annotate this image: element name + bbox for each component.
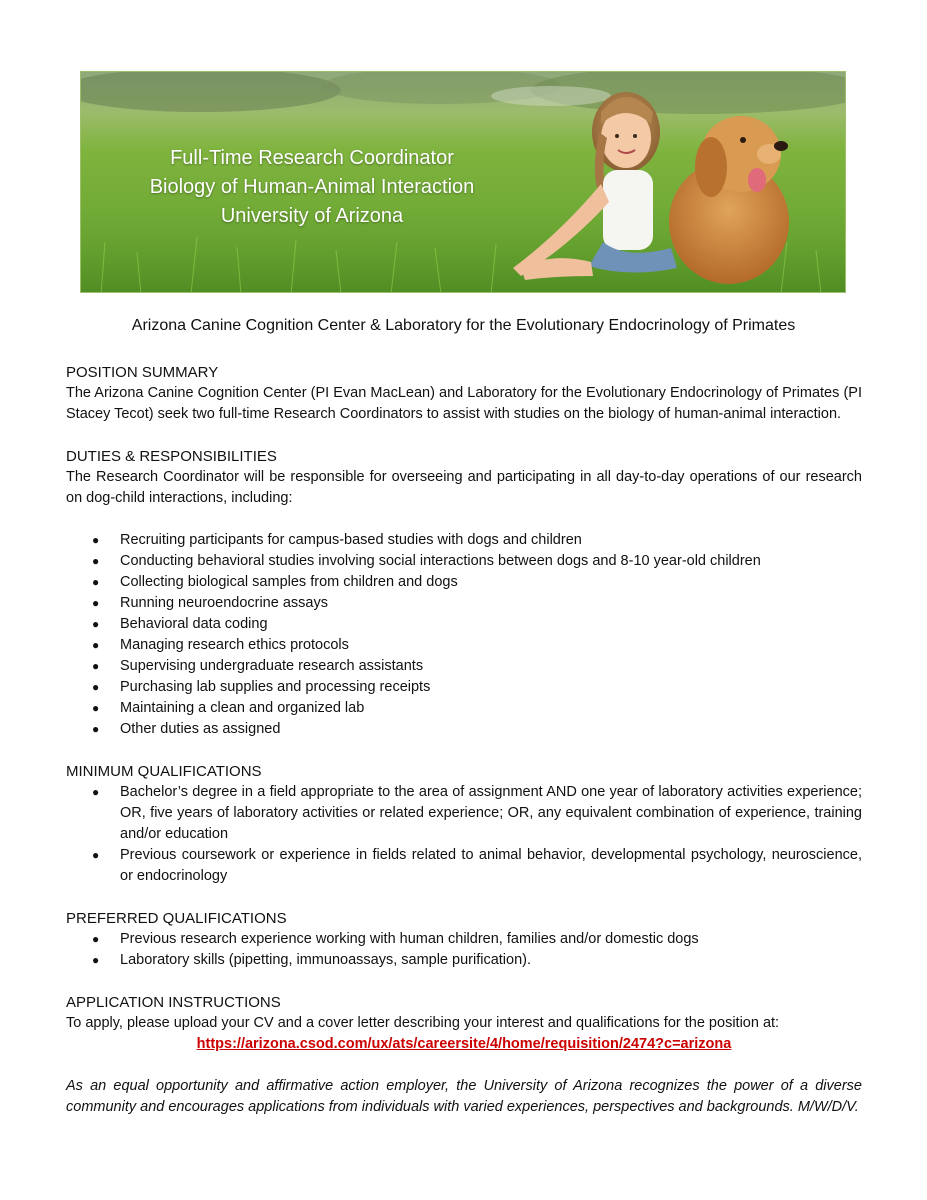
- duties-text: The Research Coordinator will be responsible for overseeing and participating in all day-to-day operations of our research on dog-child interactions, including:: [66, 469, 862, 506]
- list-item: ● Recruiting participants for campus-based studies with dogs and children: [66, 530, 862, 551]
- header-banner: [80, 71, 846, 293]
- equal-opportunity-statement: As an equal opportunity and affirmative action employer, the University of Arizona recognizes the power of a diverse community and encourages applications from individuals with varied experiences, perspectives and backgrounds. M/W/D/V.: [66, 1078, 862, 1115]
- banner-title-line3: University of Arizona: [220, 205, 404, 227]
- bullet-icon: ●: [92, 701, 100, 715]
- list-item: ● Managing research ethics protocols: [66, 635, 862, 656]
- bullet-icon: ●: [92, 848, 100, 862]
- list-item: ● Collecting biological samples from children and dogs: [66, 572, 862, 593]
- list-item: ● Conducting behavioral studies involving social interactions between dogs and 8-10 year-old children: [66, 551, 862, 572]
- banner-title-block: [107, 144, 517, 231]
- position-summary-text: The Arizona Canine Cognition Center (PI Evan MacLean) and Laboratory for the Evolutionary Endocrinology of Primates (PI Stacey Tecot) seek two full-time Research Coordinators to assist with studies on the biology of human-animal interaction.: [66, 385, 862, 422]
- list-item: ● Behavioral data coding: [66, 614, 862, 635]
- list-item: ● Laboratory skills (pipetting, immunoassays, sample purification).: [66, 950, 862, 971]
- banner-title-line1: Full-Time Research Coordinator: [170, 147, 454, 169]
- application-instructions-heading: APPLICATION INSTRUCTIONS: [66, 994, 281, 1011]
- organization-title: Arizona Canine Cognition Center & Laboratory for the Evolutionary Endocrinology of Primates: [131, 317, 796, 334]
- duties-heading: DUTIES & RESPONSIBILITIES: [66, 448, 277, 465]
- minimum-qualifications-heading: MINIMUM QUALIFICATIONS: [66, 763, 262, 780]
- list-item: ● Bachelor’s degree in a field appropriate to the area of assignment AND one year of laboratory activities experience; OR, five years of laboratory activities or related experience; OR, any equivalent combination of experience, training and/or education: [92, 784, 862, 842]
- document-body: [66, 362, 862, 1118]
- application-link[interactable]: https://arizona.csod.com/ux/ats/careersite/4/home/requisition/2474?c=arizona: [196, 1036, 732, 1052]
- bullet-icon: ●: [92, 617, 100, 631]
- bullet-icon: ●: [92, 932, 100, 946]
- bullet-icon: ●: [92, 596, 100, 610]
- list-item: ● Previous coursework or experience in fields related to animal behavior, developmental psychology, neuroscience, or endocrinology: [92, 847, 862, 884]
- banner-title-line2: Biology of Human-Animal Interaction: [149, 176, 475, 198]
- bullet-icon: ●: [92, 659, 100, 673]
- list-item: ● Other duties as assigned: [66, 719, 862, 740]
- list-item: ● Supervising undergraduate research assistants: [66, 656, 862, 677]
- bullet-icon: ●: [92, 722, 100, 736]
- bullet-icon: ●: [92, 533, 100, 547]
- bullet-icon: ●: [92, 953, 100, 967]
- application-link-line: [66, 1034, 862, 1055]
- preferred-qualifications-heading: PREFERRED QUALIFICATIONS: [66, 910, 287, 927]
- bullet-icon: ●: [92, 554, 100, 568]
- application-instructions-text: To apply, please upload your CV and a cover letter describing your interest and qualifications for the position at:: [66, 1015, 780, 1031]
- minimum-qualifications-list: [66, 782, 862, 887]
- bullet-icon: ●: [92, 785, 100, 799]
- list-item: ● Running neuroendocrine assays: [66, 593, 862, 614]
- preferred-qualifications-list: [66, 929, 862, 971]
- bullet-icon: ●: [92, 638, 100, 652]
- position-summary-heading: POSITION SUMMARY: [66, 364, 219, 381]
- list-item: ● Previous research experience working with human children, families and/or domestic dogs: [66, 929, 862, 950]
- list-item: ● Maintaining a clean and organized lab: [66, 698, 862, 719]
- bullet-icon: ●: [92, 680, 100, 694]
- duties-list: [66, 530, 862, 740]
- list-item: ● Purchasing lab supplies and processing receipts: [66, 677, 862, 698]
- bullet-icon: ●: [92, 575, 100, 589]
